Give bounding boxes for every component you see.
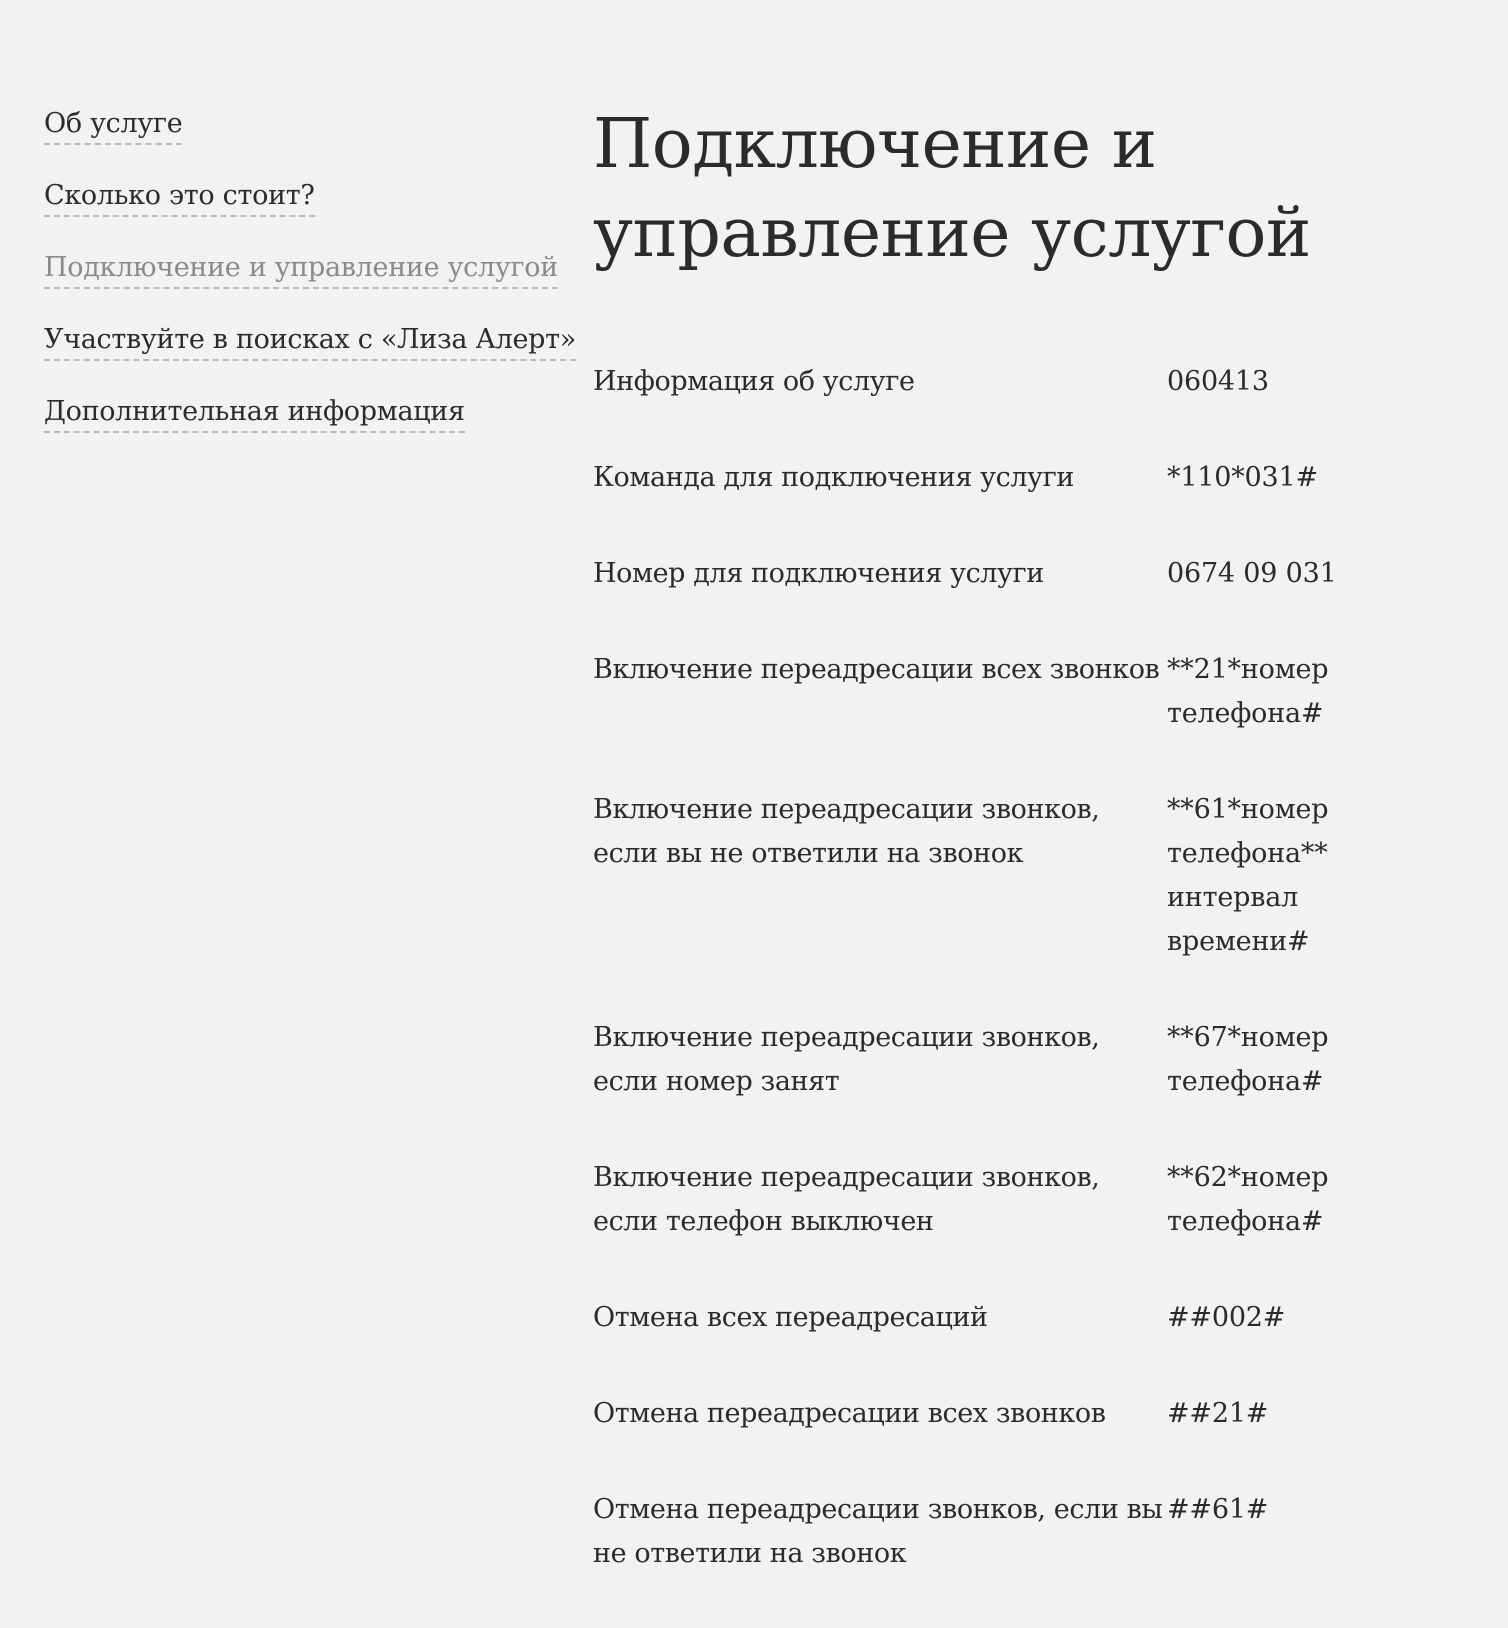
row-label: Включение переадресации всех звонков: [593, 654, 1160, 685]
row-label: Включение переадресации звонков, если номер занят: [593, 1022, 1100, 1097]
sidebar-link-liza-alert[interactable]: Участвуйте в поисках с «Лиза Алерт»: [44, 322, 576, 361]
row-label: Отмена переадресации всех звонков: [593, 1398, 1106, 1429]
sidebar-link-price[interactable]: Сколько это стоит?: [44, 178, 315, 217]
row-label: Включение переадресации звонков, если вы не ответили на звонок: [593, 794, 1100, 869]
sidebar-item-about: [44, 106, 544, 178]
page-title: [593, 100, 1473, 278]
row-label: Информация об услуге: [593, 366, 915, 397]
commands-table: [593, 360, 1473, 1628]
row-value: ##002#: [1167, 1302, 1286, 1333]
row-label: Отмена всех переадресаций: [593, 1302, 988, 1333]
table-row: [593, 648, 1473, 736]
sidebar-link-connection[interactable]: Подключение и управление услугой: [44, 250, 558, 289]
table-row: [593, 1488, 1473, 1576]
main-content: [593, 100, 1473, 1569]
table-row: [593, 360, 1473, 404]
table-row: [593, 788, 1473, 964]
row-value: ##61#: [1167, 1494, 1269, 1525]
table-row: [593, 1156, 1473, 1244]
sidebar-nav: [44, 106, 577, 466]
sidebar-item-additional-info: [44, 394, 544, 466]
sidebar-link-additional-info[interactable]: Дополнительная информация: [44, 394, 465, 433]
sidebar-item-connection: [44, 250, 558, 322]
sidebar-item-liza-alert: [44, 322, 577, 394]
row-value: **67*номер телефона#: [1167, 1022, 1329, 1097]
row-value: 0674 09 031: [1167, 558, 1337, 589]
row-label: Команда для подключения услуги: [593, 462, 1074, 493]
row-label: Номер для подключения услуги: [593, 558, 1044, 589]
page-title-line-2: управление услугой: [593, 194, 1311, 273]
sidebar-item-price: [44, 178, 544, 250]
row-label: Включение переадресации звонков, если телефон выключен: [593, 1162, 1100, 1237]
sidebar-link-about[interactable]: Об услуге: [44, 106, 182, 145]
row-value: 060413: [1167, 366, 1269, 397]
row-value: **62*номер телефона#: [1167, 1162, 1329, 1237]
table-row: [593, 552, 1473, 596]
table-row: [593, 1392, 1473, 1436]
row-value: ##21#: [1167, 1398, 1269, 1429]
row-value: *110*031#: [1167, 462, 1318, 493]
page-title-line-1: Подключение и: [593, 105, 1157, 184]
row-label: Отмена переадресации звонков, если вы не ответили на звонок: [593, 1494, 1163, 1569]
table-row: [593, 1016, 1473, 1104]
table-row: [593, 456, 1473, 500]
table-row: [593, 1296, 1473, 1340]
row-value: **61*номер телефона** интервал времени#: [1167, 794, 1329, 957]
row-value: **21*номер телефона#: [1167, 654, 1329, 729]
